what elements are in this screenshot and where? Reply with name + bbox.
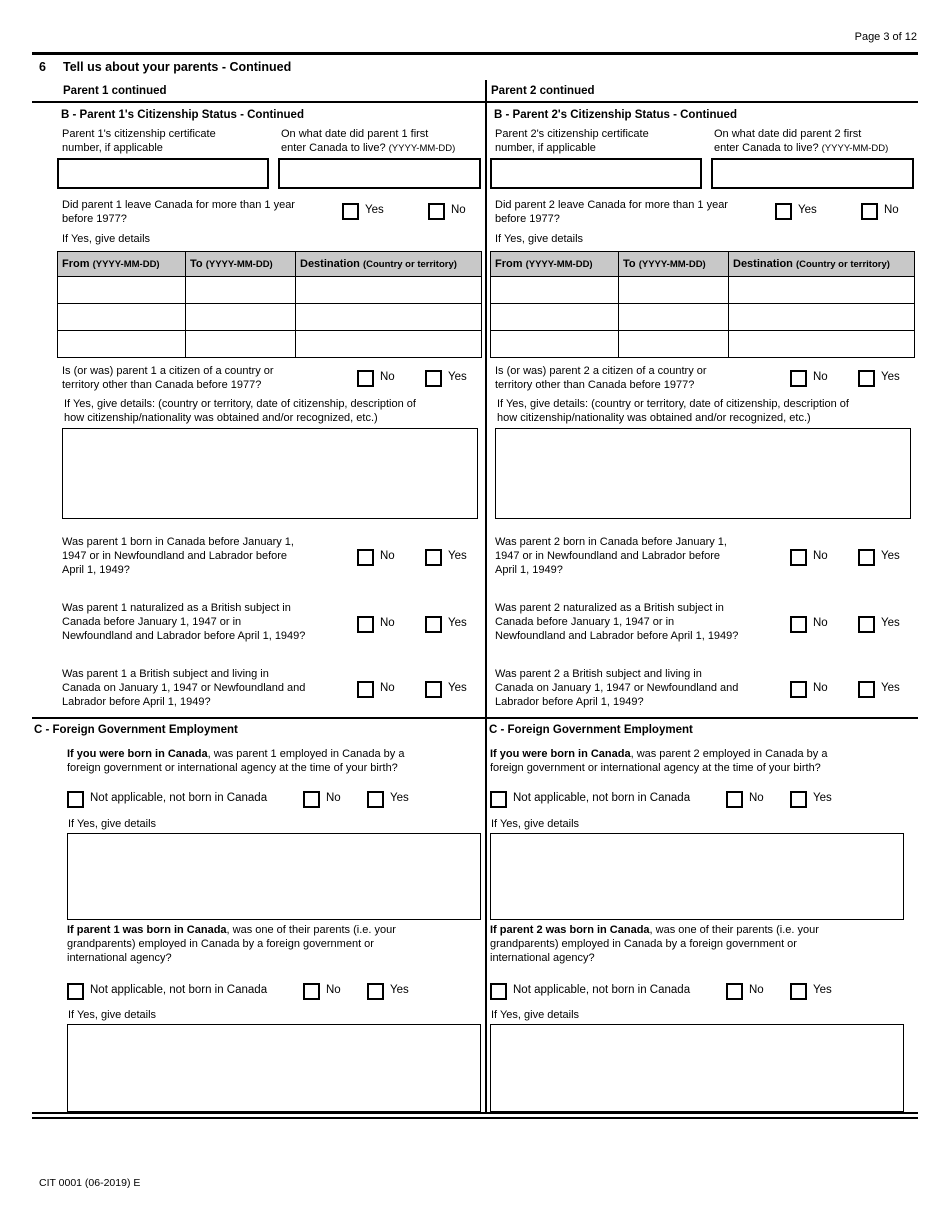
leave-canada-question: Did parent 2 leave Canada for more than 1 year before 1977? (495, 199, 728, 225)
page-number: Page 3 of 12 (854, 31, 917, 43)
naturalized-no-label: No (813, 617, 828, 629)
section-title: Tell us about your parents - Continued (63, 60, 292, 74)
destination-format: (Country or territory) (795, 259, 890, 270)
subject-yes-checkbox[interactable] (425, 681, 442, 698)
q1-if-yes-details-label: If Yes, give details (491, 818, 580, 830)
date-label-line2: enter Canada to live? (281, 142, 386, 154)
bold-lead: If parent 2 was born in Canada (490, 924, 650, 936)
subject-yes-label: Yes (448, 682, 467, 694)
table-row (491, 331, 915, 358)
citizen-no-label: No (380, 371, 395, 383)
to-cell[interactable] (619, 304, 729, 331)
table-row (491, 277, 915, 304)
table-header-row (491, 252, 915, 277)
naturalized-no-label: No (380, 617, 395, 629)
born-yes-label: Yes (881, 550, 900, 562)
date-format-hint: (YYYY-MM-DD) (388, 143, 456, 154)
parent-2-column (490, 103, 914, 1112)
destination-cell[interactable] (729, 304, 915, 331)
question-lines: grandparents) employed in Canada by a foreign government or international agency? (67, 938, 374, 964)
q2-yes-checkbox[interactable] (367, 983, 384, 1000)
q1-yes-checkbox[interactable] (367, 791, 384, 808)
question-rest: , was parent 1 employed in Canada by a (207, 748, 405, 760)
leave-no-checkbox[interactable] (428, 203, 445, 220)
born-yes-checkbox[interactable] (425, 549, 442, 566)
q2-if-yes-details-label: If Yes, give details (491, 1009, 580, 1021)
subject-no-label: No (380, 682, 395, 694)
q1-if-yes-details-label: If Yes, give details (68, 818, 157, 830)
date-label-line2: enter Canada to live? (714, 142, 819, 154)
grandparents-employment-question (67, 923, 396, 965)
from-cell[interactable] (58, 277, 186, 304)
form-code: CIT 0001 (06-2019) E (39, 1177, 141, 1189)
citizen-no-checkbox[interactable] (357, 370, 374, 387)
naturalized-yes-checkbox[interactable] (858, 616, 875, 633)
column-divider (485, 80, 487, 1112)
absence-table (490, 251, 915, 358)
born-no-label: No (813, 550, 828, 562)
parent-1-column (34, 103, 481, 1112)
q2-no-checkbox[interactable] (726, 983, 743, 1000)
from-column-header (491, 252, 619, 277)
born-no-checkbox[interactable] (790, 549, 807, 566)
question-line2: foreign government or international agency at the time of your birth? (67, 762, 398, 774)
date-label-line1: On what date did parent 1 first (281, 128, 429, 140)
other-citizenship-question: Is (or was) parent 2 a citizen of a country or territory other than Canada before 1977? (495, 365, 707, 391)
q2-not-applicable-label: Not applicable, not born in Canada (513, 984, 691, 996)
british-subject-question: Was parent 2 a British subject and living in Canada on January 1, 1947 or Newfoundland and Labrador before April 1, 1949? (495, 668, 739, 708)
q1-no-checkbox[interactable] (303, 791, 320, 808)
subject-no-checkbox[interactable] (357, 681, 374, 698)
from-cell[interactable] (58, 304, 186, 331)
q1-no-label: No (749, 792, 764, 804)
q2-if-yes-details-label: If Yes, give details (68, 1009, 157, 1021)
q1-yes-label: Yes (390, 792, 409, 804)
bold-lead: If parent 1 was born in Canada (67, 924, 227, 936)
table-header-row (58, 252, 482, 277)
section-b-heading: B - Parent 2's Citizenship Status - Continued (494, 109, 737, 121)
destination-cell[interactable] (729, 277, 915, 304)
bold-lead: If you were born in Canada (67, 748, 208, 760)
from-cell[interactable] (58, 331, 186, 358)
citizenship-details-label: If Yes, give details: (country or territory, date of citizenship, description of how citizenship/nationality was obtained and/or recognized, etc.) (497, 398, 849, 424)
subject-yes-checkbox[interactable] (858, 681, 875, 698)
born-no-checkbox[interactable] (357, 549, 374, 566)
date-label-line1: On what date did parent 2 first (714, 128, 862, 140)
q2-yes-checkbox[interactable] (790, 983, 807, 1000)
q1-details-textarea[interactable] (67, 833, 481, 920)
leave-no-label: No (451, 204, 466, 216)
leave-yes-label: Yes (365, 204, 384, 216)
from-label: From (495, 258, 523, 270)
q2-not-applicable-checkbox[interactable] (67, 983, 84, 1000)
first-enter-date-label (714, 127, 888, 156)
leave-no-label: No (884, 204, 899, 216)
q1-not-applicable-label: Not applicable, not born in Canada (90, 792, 268, 804)
born-no-label: No (380, 550, 395, 562)
q1-no-checkbox[interactable] (726, 791, 743, 808)
citizen-yes-checkbox[interactable] (425, 370, 442, 387)
citizenship-details-textarea[interactable] (62, 428, 478, 519)
leave-yes-checkbox[interactable] (775, 203, 792, 220)
from-format: (YYYY-MM-DD) (525, 259, 593, 270)
to-label: To (623, 258, 636, 270)
citizen-yes-checkbox[interactable] (858, 370, 875, 387)
certificate-number-label: Parent 1's citizenship certificate number, if applicable (62, 128, 216, 154)
to-label: To (190, 258, 203, 270)
born-yes-label: Yes (448, 550, 467, 562)
q2-no-label: No (326, 984, 341, 996)
born-in-canada-employment-question (67, 747, 404, 775)
born-before-1947-question: Was parent 1 born in Canada before January 1, 1947 or in Newfoundland and Labrador before April 1, 1949? (62, 536, 294, 576)
if-yes-details-label: If Yes, give details (495, 233, 584, 245)
citizenship-details-textarea[interactable] (495, 428, 911, 519)
question-rest: , was one of their parents (i.e. your (649, 924, 819, 936)
section-b-heading: B - Parent 1's Citizenship Status - Continued (61, 109, 304, 121)
q2-yes-label: Yes (813, 984, 832, 996)
parent-1-column-header: Parent 1 continued (63, 85, 167, 97)
destination-format: (Country or territory) (362, 259, 457, 270)
certificate-number-label: Parent 2's citizenship certificate number, if applicable (495, 128, 649, 154)
from-column-header (58, 252, 186, 277)
q1-not-applicable-checkbox[interactable] (67, 791, 84, 808)
naturalized-yes-label: Yes (881, 617, 900, 629)
question-line2: foreign government or international agency at the time of your birth? (490, 762, 821, 774)
born-before-1947-question: Was parent 2 born in Canada before January 1, 1947 or in Newfoundland and Labrador before April 1, 1949? (495, 536, 727, 576)
naturalized-no-checkbox[interactable] (357, 616, 374, 633)
q1-no-label: No (326, 792, 341, 804)
date-format-hint: (YYYY-MM-DD) (821, 143, 889, 154)
subject-no-checkbox[interactable] (790, 681, 807, 698)
section-c-heading: C - Foreign Government Employment (34, 724, 238, 736)
destination-cell[interactable] (296, 277, 482, 304)
destination-label: Destination (733, 258, 793, 270)
certificate-number-input[interactable] (490, 158, 702, 189)
naturalized-yes-checkbox[interactable] (425, 616, 442, 633)
q1-not-applicable-label: Not applicable, not born in Canada (513, 792, 691, 804)
section-c-heading: C - Foreign Government Employment (489, 724, 693, 736)
if-yes-details-label: If Yes, give details (62, 233, 151, 245)
leave-canada-question: Did parent 1 leave Canada for more than 1 year before 1977? (62, 199, 295, 225)
bold-lead: If you were born in Canada (490, 748, 631, 760)
from-label: From (62, 258, 90, 270)
to-column-header (619, 252, 729, 277)
subject-yes-label: Yes (881, 682, 900, 694)
from-format: (YYYY-MM-DD) (92, 259, 160, 270)
q1-not-applicable-checkbox[interactable] (490, 791, 507, 808)
first-enter-date-label (281, 127, 455, 156)
to-format: (YYYY-MM-DD) (638, 259, 706, 270)
from-cell[interactable] (491, 331, 619, 358)
header-rule (32, 52, 918, 55)
destination-cell[interactable] (296, 304, 482, 331)
first-enter-date-input[interactable] (711, 158, 914, 189)
question-rest: , was parent 2 employed in Canada by a (630, 748, 828, 760)
destination-column-header (296, 252, 482, 277)
citizen-yes-label: Yes (881, 371, 900, 383)
q1-yes-checkbox[interactable] (790, 791, 807, 808)
naturalized-yes-label: Yes (448, 617, 467, 629)
to-format: (YYYY-MM-DD) (205, 259, 273, 270)
destination-cell[interactable] (729, 331, 915, 358)
q2-no-checkbox[interactable] (303, 983, 320, 1000)
citizen-yes-label: Yes (448, 371, 467, 383)
born-yes-checkbox[interactable] (858, 549, 875, 566)
absence-table (57, 251, 482, 358)
leave-yes-checkbox[interactable] (342, 203, 359, 220)
british-subject-question: Was parent 1 a British subject and living in Canada on January 1, 1947 or Newfoundland and Labrador before April 1, 1949? (62, 668, 306, 708)
to-cell[interactable] (186, 331, 296, 358)
q1-yes-label: Yes (813, 792, 832, 804)
q2-no-label: No (749, 984, 764, 996)
section-number: 6 (39, 60, 46, 74)
leave-yes-label: Yes (798, 204, 817, 216)
grandparents-employment-question (490, 923, 819, 965)
question-rest: , was one of their parents (i.e. your (226, 924, 396, 936)
table-row (58, 277, 482, 304)
destination-column-header (729, 252, 915, 277)
from-cell[interactable] (491, 304, 619, 331)
q1-details-textarea[interactable] (490, 833, 904, 920)
naturalized-british-question: Was parent 1 naturalized as a British subject in Canada before January 1, 1947 or in Newfoundland and Labrador before April 1, 1949? (62, 602, 306, 642)
q2-yes-label: Yes (390, 984, 409, 996)
from-cell[interactable] (491, 277, 619, 304)
naturalized-british-question: Was parent 2 naturalized as a British subject in Canada before January 1, 1947 or in Newfoundland and Labrador before April 1, 1949? (495, 602, 739, 642)
bottom-double-rule (32, 1112, 918, 1119)
destination-cell[interactable] (296, 331, 482, 358)
destination-label: Destination (300, 258, 360, 270)
question-lines: grandparents) employed in Canada by a foreign government or international agency? (490, 938, 797, 964)
to-column-header (186, 252, 296, 277)
table-row (58, 304, 482, 331)
table-row (491, 304, 915, 331)
subject-no-label: No (813, 682, 828, 694)
certificate-number-input[interactable] (57, 158, 269, 189)
table-row (58, 331, 482, 358)
parent-2-column-header: Parent 2 continued (491, 85, 595, 97)
citizenship-details-label: If Yes, give details: (country or territory, date of citizenship, description of how citizenship/nationality was obtained and/or recognized, etc.) (64, 398, 416, 424)
citizen-no-label: No (813, 371, 828, 383)
first-enter-date-input[interactable] (278, 158, 481, 189)
q2-not-applicable-label: Not applicable, not born in Canada (90, 984, 268, 996)
q2-details-textarea[interactable] (490, 1024, 904, 1112)
to-cell[interactable] (619, 331, 729, 358)
q2-details-textarea[interactable] (67, 1024, 481, 1112)
to-cell[interactable] (186, 277, 296, 304)
naturalized-no-checkbox[interactable] (790, 616, 807, 633)
q2-not-applicable-checkbox[interactable] (490, 983, 507, 1000)
other-citizenship-question: Is (or was) parent 1 a citizen of a country or territory other than Canada before 1977? (62, 365, 274, 391)
to-cell[interactable] (186, 304, 296, 331)
born-in-canada-employment-question (490, 747, 827, 775)
to-cell[interactable] (619, 277, 729, 304)
leave-no-checkbox[interactable] (861, 203, 878, 220)
citizen-no-checkbox[interactable] (790, 370, 807, 387)
